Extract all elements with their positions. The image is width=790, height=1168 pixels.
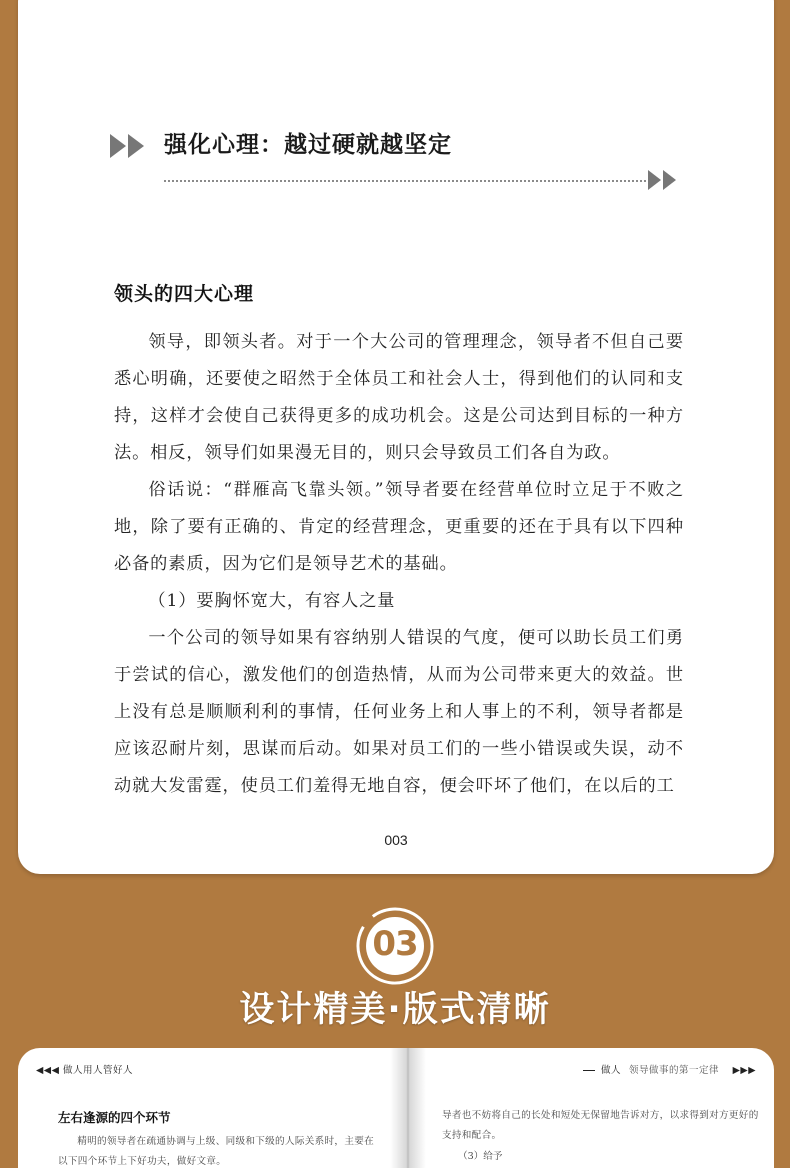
- subheading: 领头的四大心理: [114, 283, 255, 305]
- double-arrow-icon: [110, 134, 150, 158]
- spread-right-item: （3）给予: [458, 1151, 503, 1162]
- slogan: 设计精美·版式清晰: [239, 990, 551, 1030]
- body-text: [114, 324, 684, 805]
- paragraph: 一个公司的领导如果有容纳别人错误的气度，便可以助长员工们勇于尝试的信心，激发他们的创造热情，从而为公司带来更大的效益。世上没有总是顺顺利利的事情，任何业务上和人事上的不利，领导者都是应该忍耐片刻，思谋而后动。如果对员工们的一些小错误或失误，动不动就大发雷霆，使员工们羞得无地自容，便会吓坏了他们，在以后的工: [114, 628, 684, 796]
- left-running-head: ◀◀◀ 做人用人管好人: [36, 1065, 133, 1076]
- spread-subheading: 左右逢源的四个环节: [58, 1110, 171, 1125]
- paragraph: 俗话说：“群雁高飞靠头领。”领导者要在经营单位时立足于不败之地，除了要有正确的、肯定的经营理念，更重要的还在于具有以下四种必备的素质，因为它们是领导艺术的基础。: [114, 480, 684, 574]
- spread-right-paragraph: 导者也不妨将自己的长处和短处无保留地告诉对方，以求得到对方更好的支持和配合。: [442, 1110, 759, 1141]
- right-running-head: [583, 1062, 756, 1076]
- paragraph: （1）要胸怀宽大，有容人之量: [148, 591, 396, 611]
- paragraph: 领导，即领头者。对于一个大公司的管理理念，领导者不但自己要悉心明确，还要使之昭然于全体员工和社会人士，得到他们的认同和支持，这样才会使自己获得更多的成功机会。这是公司达到目标的一种方法。相反，领导们如果漫无目的，则只会导致员工们各自为政。: [114, 332, 684, 463]
- double-arrow-icon: [648, 170, 680, 190]
- spread-gutter: [390, 1048, 426, 1168]
- running-head-prefix: 做人: [601, 1065, 622, 1076]
- spread-left-paragraph: 精明的领导者在疏通协调与上级、同级和下级的人际关系时，主要在以下四个环节上下好功夫，做好文章。: [58, 1136, 374, 1167]
- divider-line: [583, 1070, 595, 1071]
- dotted-divider: [164, 180, 650, 182]
- running-head-section: 领导做事的第一定律: [629, 1065, 720, 1076]
- page-number: 003: [384, 832, 408, 848]
- triple-arrow-icon: ▶▶▶: [732, 1065, 756, 1076]
- book-page: [18, 0, 774, 874]
- section-title: 强化心理：越过硬就越坚定: [164, 131, 452, 158]
- book-spread-preview: [18, 1048, 774, 1168]
- section-header: [110, 128, 690, 188]
- badge-number: 03: [372, 924, 418, 964]
